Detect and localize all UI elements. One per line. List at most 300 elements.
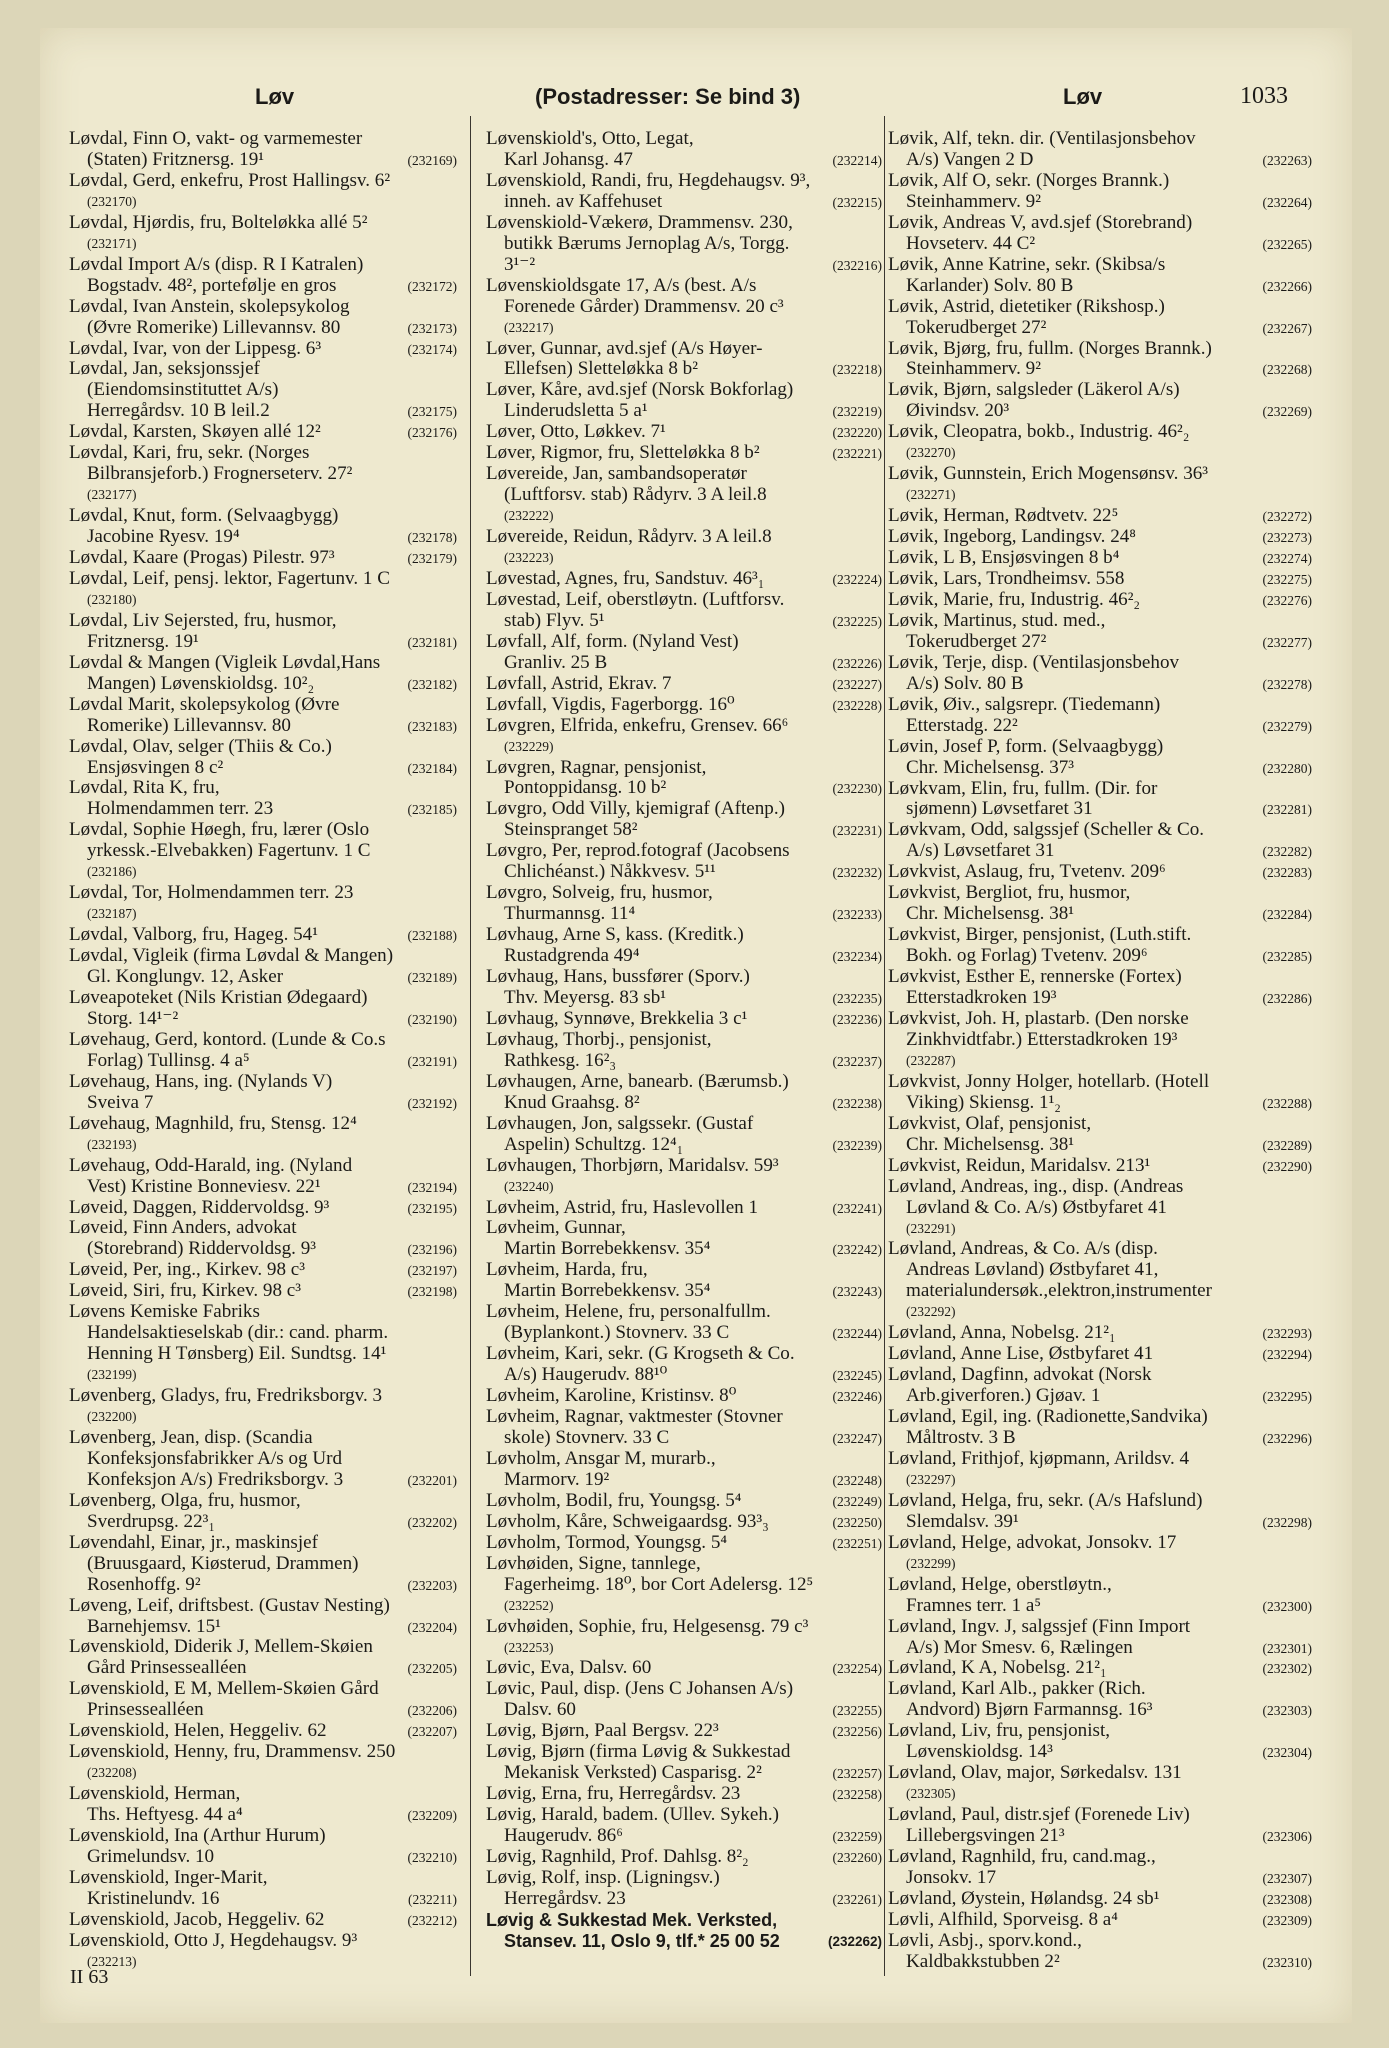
entry-text: Arb.giverforen.) Gjøav. 1 <box>906 1386 1101 1407</box>
entry-number: (232290) <box>1262 1158 1312 1174</box>
entry-text: Forenede Gårder) Drammensv. 20 c³ <box>504 296 784 317</box>
entry-text: Konfeksjon A/s) Fredriksborgv. 3 <box>87 1469 344 1490</box>
entry-text: Løvhaugen, Jon, salgssekr. (Gustaf <box>486 1113 754 1134</box>
entry-number: (232288) <box>1262 1095 1312 1111</box>
entry-text: Løvdal, Vigleik (firma Løvdal & Mangen) <box>69 946 394 967</box>
directory-entry <box>888 779 1312 821</box>
directory-entry <box>69 988 457 1030</box>
entry-text: Andvord) Bjørn Farmannsg. 16³ <box>906 1700 1153 1721</box>
directory-entry <box>69 569 457 611</box>
entry-number: (232266) <box>1262 278 1312 294</box>
directory-entry <box>69 1679 457 1721</box>
entry-text: Løvenberg, Gladys, fru, Fredriksborgv. 3 <box>69 1386 383 1407</box>
directory-entry <box>486 967 882 1009</box>
entry-number: (232281) <box>1262 802 1312 818</box>
entry-text: Løvland, Frithjof, kjøpmann, Arildsv. 4 <box>888 1448 1190 1469</box>
entry-text: Løvdal, Ivar, von der Lippesg. 6³ <box>69 338 322 359</box>
entry-text: Thv. Meyersg. 83 sb¹ <box>504 988 666 1009</box>
directory-entry <box>888 1072 1312 1114</box>
entry-text: Løvik, Bjørg, fru, fullm. (Norges Brannk.) <box>888 338 1212 359</box>
directory-entry <box>486 1218 882 1260</box>
entry-text: Løvheim, Harda, fru, <box>486 1260 648 1281</box>
entry-text: Løvhaug, Synnøve, Brekkelia 3 c¹ <box>486 1008 748 1029</box>
column-3 <box>888 129 1312 1973</box>
entry-text: Aspelin) Schultzg. 12⁴₁ <box>504 1134 684 1155</box>
entry-number: (232178) <box>407 530 457 546</box>
entry-text: Chr. Michelsensg. 37³ <box>906 757 1075 778</box>
directory-entry <box>486 213 882 276</box>
directory-entry <box>486 1114 882 1156</box>
entry-text: Løvenskioldsgate 17, A/s (best. A/s <box>486 275 757 296</box>
directory-entry <box>486 464 882 527</box>
directory-entry <box>888 1407 1312 1449</box>
entry-number: (232228) <box>832 697 882 713</box>
directory-entry <box>888 1910 1312 1931</box>
entry-number: (232205) <box>407 1661 457 1677</box>
entry-text: Løvdal, Liv Sejersted, fru, husmor, <box>69 610 337 631</box>
entry-number: (232295) <box>1262 1389 1312 1405</box>
entry-text: Løver, Kåre, avd.sjef (Norsk Bokforlag) <box>486 380 794 401</box>
directory-entry <box>69 1596 457 1638</box>
directory-entry <box>486 1742 882 1784</box>
entry-text: Rustadgrenda 49⁴ <box>504 946 640 967</box>
entry-number: (232183) <box>407 718 457 734</box>
entry-text: Løvfall, Vigdis, Fagerborgg. 16⁰ <box>486 694 735 715</box>
entry-number: (232285) <box>1262 949 1312 965</box>
entry-text: Løvkvist, Esther E, rennerske (Fortex) <box>888 967 1182 988</box>
header-center-note: (Postadresser: Se bind 3) <box>535 84 801 109</box>
entry-number: (232277) <box>1262 634 1312 650</box>
entry-text: Løveid, Daggen, Riddervoldsg. 9³ <box>69 1197 330 1218</box>
entry-number: (232212) <box>407 1912 457 1928</box>
directory-entry <box>69 255 457 297</box>
entry-text: Løvdal, Sophie Høegh, fru, lærer (Oslo <box>69 820 370 841</box>
entry-text: Løvland & Co. A/s) Østbyfaret 41 <box>906 1197 1167 1218</box>
entry-text: Løvdal, Karsten, Skøyen allé 12² <box>69 422 321 443</box>
entry-number: (232169) <box>407 152 457 168</box>
directory-entry <box>69 883 457 925</box>
directory-entry <box>888 1931 1312 1973</box>
column-rule <box>470 116 471 1976</box>
entry-text: Haugerudv. 86⁶ <box>504 1826 623 1847</box>
entry-number: (232267) <box>1262 320 1312 336</box>
entry-number: (232232) <box>832 865 882 881</box>
entry-text: Løvhaug, Arne S, kass. (Kreditk.) <box>486 925 744 946</box>
directory-entry <box>486 1260 882 1302</box>
directory-entry <box>486 380 882 422</box>
entry-number: (232231) <box>832 823 882 839</box>
entry-text: Løvig & Sukkestad Mek. Verksted, <box>486 1909 778 1930</box>
entry-number: (232173) <box>407 320 457 336</box>
entry-text: Etterstadkroken 19³ <box>906 988 1057 1009</box>
entry-number: (232268) <box>1262 362 1312 378</box>
entry-text: (Staten) Fritznersg. 19¹ <box>87 149 264 170</box>
entry-text: Barnehjemsv. 15¹ <box>87 1616 221 1637</box>
directory-entry <box>486 1156 882 1198</box>
entry-number: (232221) <box>832 446 882 462</box>
entry-text: Løvland, Egil, ing. (Radionette,Sandvika) <box>888 1407 1208 1428</box>
header-left-keyword: Løv <box>255 84 295 109</box>
entry-text: Handelsaktieselskab (dir.: cand. pharm. <box>87 1323 389 1344</box>
entry-text: Andreas Løvland) Østbyfaret 41, <box>906 1260 1159 1281</box>
entry-number: (232187) <box>87 906 137 922</box>
entry-number: (232263) <box>1262 152 1312 168</box>
entry-text: Løvdal, Gerd, enkefru, Prost Hallingsv. 6² <box>69 170 391 191</box>
directory-entry <box>486 339 882 381</box>
directory-entry <box>888 883 1312 925</box>
directory-entry <box>888 737 1312 779</box>
entry-text: Kristinelundv. 16 <box>87 1888 220 1909</box>
entry-number: (232241) <box>832 1200 882 1216</box>
entry-text: Løvhaug, Hans, bussfører (Sporv.) <box>486 967 750 988</box>
directory-entry <box>69 1533 457 1596</box>
entry-text: Løvenskioldsg. 14³ <box>906 1742 1053 1763</box>
entry-text: Ellefsen) Sletteløkka 8 b² <box>504 359 698 380</box>
entry-number: (232190) <box>407 1011 457 1027</box>
entry-text: Løveid, Finn Anders, advokat <box>69 1218 297 1239</box>
directory-entry <box>69 820 457 883</box>
directory-entry <box>486 1658 882 1679</box>
entry-number: (232193) <box>87 1136 137 1152</box>
directory-entry <box>888 569 1312 590</box>
entry-number: (232248) <box>832 1472 882 1488</box>
entry-number: (232309) <box>1262 1912 1312 1928</box>
page-header <box>40 84 1352 114</box>
directory-entry <box>486 1847 882 1868</box>
directory-entry <box>888 1721 1312 1763</box>
entry-text: Løvik, Alf, tekn. dir. (Ventilasjonsbehov <box>888 129 1196 149</box>
entry-number: (232195) <box>407 1200 457 1216</box>
entry-number: (232255) <box>832 1703 882 1719</box>
directory-entry <box>486 841 882 883</box>
directory-entry <box>69 339 457 360</box>
entry-number: (232210) <box>407 1850 457 1865</box>
directory-entry <box>69 1114 457 1156</box>
directory-entry <box>69 695 457 737</box>
entry-number: (232250) <box>832 1514 882 1530</box>
column-1 <box>69 129 457 1973</box>
entry-text: Løvhøiden, Sophie, fru, Helgesensg. 79 c³ <box>486 1616 809 1637</box>
entry-text: A/s) Haugerudv. 88¹⁰ <box>504 1365 668 1386</box>
entry-text: Løvheim, Kari, sekr. (G Krogseth & Co. <box>486 1344 795 1365</box>
entry-number: (232214) <box>832 152 882 168</box>
entry-text: Løvenskiold, Ina (Arthur Hurum) <box>69 1826 326 1847</box>
entry-text: Løvdal, Hjørdis, fru, Bolteløkka allé 5² <box>69 212 368 233</box>
entry-number: (232189) <box>407 970 457 986</box>
directory-entry <box>888 925 1312 967</box>
directory-entry <box>888 1575 1312 1617</box>
entry-text: Steinspranget 58² <box>504 820 638 841</box>
directory-entry <box>888 820 1312 862</box>
directory-entry <box>888 1847 1312 1889</box>
entry-text: Løvestad, Leif, oberstløytn. (Luftforsv. <box>486 589 785 610</box>
entry-text: Løvheim, Gunnar, <box>486 1218 626 1239</box>
entry-text: Fagerheimg. 18⁰, bor Cort Adelersg. 12⁵ <box>504 1574 814 1595</box>
entry-text: Løvland, Karl Alb., pakker (Rich. <box>888 1679 1146 1700</box>
directory-entry <box>888 422 1312 464</box>
entry-text: Løvgren, Ragnar, pensjonist, <box>486 757 707 778</box>
entry-number: (232229) <box>504 738 554 754</box>
directory-entry <box>69 737 457 779</box>
directory-entry <box>888 695 1312 737</box>
column-2 <box>486 129 882 1952</box>
entry-text: Løvdal, Ivan Anstein, skolepsykolog <box>69 296 350 317</box>
entry-text: A/s) Mor Smesv. 6, Rælingen <box>906 1637 1133 1658</box>
entry-text: Jacobine Ryesv. 19⁴ <box>87 527 240 548</box>
entry-text: Tokerudberget 27² <box>906 317 1047 338</box>
entry-number: (232265) <box>1262 236 1312 252</box>
directory-entry <box>486 1302 882 1344</box>
directory-entry <box>69 611 457 653</box>
entry-number: (232273) <box>1262 530 1312 546</box>
directory-entry <box>888 1114 1312 1156</box>
directory-entry <box>69 1826 457 1868</box>
entry-text: Løvig, Ragnhild, Prof. Dahlsg. 8²₂ <box>486 1847 749 1868</box>
directory-entry <box>69 1742 457 1784</box>
entry-text: Fritznersg. 19¹ <box>87 631 199 652</box>
directory-entry <box>888 506 1312 527</box>
entry-text: Løvdal, Valborg, fru, Hageg. 54¹ <box>69 925 318 946</box>
directory-entry <box>486 1512 882 1533</box>
entry-number: (232287) <box>906 1052 956 1068</box>
entry-number: (232246) <box>832 1389 882 1405</box>
entry-text: Martin Borrebekkensv. 35⁴ <box>504 1239 711 1260</box>
entry-text: Mangen) Løvenskioldsg. 10²₂ <box>87 673 315 694</box>
entry-text: A/s) Løvsetfaret 31 <box>906 841 1055 862</box>
directory-entry <box>69 297 457 339</box>
entry-number: (232188) <box>407 928 457 944</box>
entry-text: Løvfall, Alf, form. (Nyland Vest) <box>486 631 739 652</box>
entry-number: (232305) <box>906 1786 956 1802</box>
directory-entry <box>69 1156 457 1198</box>
entry-text: Løvehaug, Gerd, kontord. (Lunde & Co.s <box>69 1029 386 1050</box>
entry-text: Løvdal, Jan, seksjonssjef <box>69 359 260 380</box>
entry-text: Martin Borrebekkensv. 35⁴ <box>504 1281 711 1302</box>
entry-text: Løvik, Cleopatra, bokb., Industrig. 46²₂ <box>888 422 1190 443</box>
directory-entry <box>888 1365 1312 1407</box>
entry-text: Chr. Michelsensg. 38¹ <box>906 904 1075 925</box>
page-number: 1033 <box>1240 83 1288 109</box>
entry-text: Forlag) Tullinsg. 4 a⁵ <box>87 1050 250 1071</box>
entry-text: Framnes terr. 1 a⁵ <box>906 1595 1041 1616</box>
entry-number: (232230) <box>832 781 882 797</box>
directory-entry <box>888 1491 1312 1533</box>
directory-entry <box>888 1239 1312 1323</box>
entry-text: Løvdal, Knut, form. (Selvaagbygg) <box>69 506 339 527</box>
entry-number: (232294) <box>1262 1347 1312 1363</box>
entry-number: (232272) <box>1262 509 1312 525</box>
directory-entry <box>888 1533 1312 1575</box>
entry-text: Løvholm, Bodil, fru, Youngsg. 5⁴ <box>486 1490 742 1511</box>
directory-entry <box>486 1491 882 1512</box>
entry-number: (232296) <box>1262 1431 1312 1447</box>
entry-text: (Bruusgaard, Kiøsterud, Drammen) <box>87 1553 359 1574</box>
entry-text: Løvholm, Kåre, Schweigaardsg. 93³₃ <box>486 1511 769 1532</box>
entry-text: Storg. 14¹⁻² <box>87 1008 179 1029</box>
directory-entry <box>888 548 1312 569</box>
entry-text: Løvkvist, Joh. H, plastarb. (Den norske <box>888 1009 1189 1029</box>
directory-entry <box>69 1030 457 1072</box>
entry-text: Løvkvam, Elin, fru, fullm. (Dir. for <box>888 778 1158 799</box>
entry-text: Viking) Skiensg. 1¹₂ <box>906 1092 1061 1113</box>
entry-text: Løvland, Helge, advokat, Jonsokv. 17 <box>888 1532 1177 1553</box>
entry-text: Løvheim, Helene, fru, personalfullm. <box>486 1302 771 1323</box>
directory-entry <box>486 129 882 171</box>
entry-number: (232244) <box>832 1326 882 1342</box>
entry-text: Løvland, Liv, fru, pensjonist, <box>888 1721 1111 1742</box>
directory-entry <box>888 967 1312 1009</box>
directory-entry <box>888 1177 1312 1240</box>
entry-number: (232261) <box>832 1891 882 1907</box>
entry-number: (232303) <box>1262 1703 1312 1719</box>
entry-text: Løvkvist, Aslaug, fru, Tvetenv. 209⁶ <box>888 862 1166 883</box>
entry-text: Mekanisk Verksted) Casparisg. 2² <box>504 1763 762 1784</box>
directory-entry <box>486 1679 882 1721</box>
directory-entry <box>69 1198 457 1219</box>
entry-number: (232198) <box>407 1284 457 1300</box>
directory-entry <box>486 716 882 758</box>
entry-number: (232308) <box>1262 1891 1312 1907</box>
entry-text: Linderudsletta 5 a¹ <box>504 401 648 422</box>
entry-number: (232172) <box>407 278 457 294</box>
directory-entry <box>888 1617 1312 1659</box>
entry-text: Løvdal, Tor, Holmendammen terr. 23 <box>69 883 354 904</box>
entry-text: Løvenskiold, Diderik J, Mellem-Skøien <box>69 1637 373 1658</box>
entry-number: (232233) <box>832 907 882 923</box>
entry-number: (232257) <box>832 1766 882 1782</box>
entry-number: (232206) <box>407 1703 457 1719</box>
entry-number: (232245) <box>832 1368 882 1384</box>
entry-text: Granliv. 25 B <box>504 652 608 673</box>
directory-entry <box>486 1449 882 1491</box>
entry-text: Løvland, Dagfinn, advokat (Norsk <box>888 1365 1152 1386</box>
entry-text: A/s) Vangen 2 D <box>906 149 1034 170</box>
entry-text: Løvheim, Ragnar, vaktmester (Stovner <box>486 1407 783 1428</box>
entry-text: Løvdal Marit, skolepsykolog (Øvre <box>69 694 340 715</box>
entry-text: Slemdalsv. 39¹ <box>906 1511 1019 1532</box>
entry-number: (232252) <box>504 1597 554 1613</box>
entry-text: Knud Graahsg. 8² <box>504 1092 640 1113</box>
entry-number: (232238) <box>832 1095 882 1111</box>
entry-text: Måltrostv. 3 B <box>906 1428 1016 1449</box>
directory-entry <box>69 171 457 213</box>
entry-number: (232262) <box>827 1933 882 1949</box>
directory-entry <box>486 1910 882 1952</box>
entry-text: Løvhaugen, Arne, banearb. (Bærumsb.) <box>486 1071 789 1092</box>
entry-number: (232234) <box>832 949 882 965</box>
directory-entry <box>888 1009 1312 1072</box>
entry-text: Løvdal & Mangen (Vigleik Løvdal,Hans <box>69 652 381 673</box>
entry-number: (232194) <box>407 1179 457 1195</box>
entry-number: (232227) <box>832 676 882 692</box>
entry-text: Løvgro, Per, reprod.fotograf (Jacobsens <box>486 841 790 862</box>
entry-text: butikk Bærums Jernoplag A/s, Torgg. <box>504 233 790 254</box>
entry-text: Løvli, Asbj., sporv.kond., <box>888 1930 1082 1951</box>
directory-entry <box>486 1868 882 1910</box>
entry-number: (232302) <box>1262 1661 1312 1677</box>
entry-text: Løvkvam, Odd, salgssjef (Scheller & Co. <box>888 820 1205 841</box>
entry-number: (232177) <box>87 487 137 503</box>
entry-number: (232304) <box>1262 1745 1312 1761</box>
entry-text: Løvik, Ingeborg, Landingsv. 24⁸ <box>888 527 1136 548</box>
entry-number: (232254) <box>832 1661 882 1677</box>
entry-text: Løvli, Alfhild, Sporveisg. 8 a⁴ <box>888 1909 1118 1930</box>
entry-number: (232280) <box>1262 760 1312 776</box>
entry-text: Romerike) Lillevannsv. 80 <box>87 715 291 736</box>
directory-entry <box>888 255 1312 297</box>
entry-text: Løvig, Rolf, insp. (Ligningsv.) <box>486 1868 720 1888</box>
directory-entry <box>486 674 882 695</box>
entry-number: (232276) <box>1262 592 1312 608</box>
entry-text: Thurmannsg. 11⁴ <box>504 904 636 925</box>
entry-number: (232274) <box>1262 551 1312 567</box>
entry-text: Løver, Rigmor, fru, Sletteløkka 8 b² <box>486 443 760 464</box>
directory-entry <box>69 1868 457 1910</box>
entry-text: Bogstadv. 48², portefølje en gros <box>87 275 337 296</box>
entry-number: (232175) <box>407 404 457 420</box>
entry-number: (232179) <box>407 551 457 567</box>
directory-entry <box>486 799 882 841</box>
entry-text: Løvig, Erna, fru, Herregårdsv. 23 <box>486 1784 741 1805</box>
entry-text: Løvenskiold, Inger-Marit, <box>69 1867 268 1888</box>
entry-text: (Eiendomsinstituttet A/s) <box>87 380 279 401</box>
entry-text: Øivindsv. 20³ <box>906 401 1010 422</box>
entry-text: Løvgro, Odd Villy, kjemigraf (Aftenp.) <box>486 799 785 820</box>
entry-text: Løvik, Martinus, stud. med., <box>888 610 1106 631</box>
entry-text: Løvfall, Astrid, Ekrav. 7 <box>486 673 672 694</box>
entry-text: Herregårdsv. 23 <box>504 1888 626 1909</box>
entry-number: (232222) <box>504 508 554 524</box>
entry-text: Konfeksjonsfabrikker A/s og Urd <box>87 1448 343 1469</box>
entry-text: Løvland, Paul, distr.sjef (Forenede Liv) <box>888 1805 1190 1826</box>
entry-text: Løvholm, Ansgar M, murarb., <box>486 1448 716 1469</box>
entry-text: Løver, Otto, Løkkev. 7¹ <box>486 422 666 443</box>
directory-entry <box>69 1260 457 1281</box>
header-right-keyword: Løv <box>1063 84 1103 109</box>
directory-entry <box>888 653 1312 695</box>
directory-entry <box>486 1805 882 1847</box>
directory-entry <box>486 1407 882 1449</box>
directory-entry <box>888 213 1312 255</box>
entry-number: (232253) <box>504 1639 554 1655</box>
entry-text: Løvik, Anne Katrine, sekr. (Skibsa/s <box>888 254 1166 275</box>
entry-number: (232185) <box>407 802 457 818</box>
entry-text: Løvholm, Tormod, Youngsg. 5⁴ <box>486 1532 728 1553</box>
directory-entry <box>486 443 882 464</box>
entry-text: Lillebergsvingen 21³ <box>906 1826 1065 1847</box>
entry-text: Jonsokv. 17 <box>906 1867 996 1888</box>
directory-entry <box>486 527 882 569</box>
directory-entry <box>486 171 882 213</box>
directory-entry <box>486 1784 882 1805</box>
entry-text: Chlichéanst.) Nåkkvesv. 5¹¹ <box>504 862 716 883</box>
directory-entry <box>69 1721 457 1742</box>
entry-text: Holmendammen terr. 23 <box>87 799 274 820</box>
entry-number: (232242) <box>832 1242 882 1258</box>
entry-text: Løvenskiold, E M, Mellem-Skøien Gård <box>69 1679 379 1700</box>
entry-text: (Byplankont.) Stovnerv. 33 C <box>504 1323 730 1344</box>
entry-text: Løvenskiold, Helen, Heggeliv. 62 <box>69 1721 327 1742</box>
entry-number: (232201) <box>407 1472 457 1488</box>
entry-number: (232170) <box>87 193 137 209</box>
directory-entry <box>486 276 882 339</box>
entry-number: (232240) <box>504 1178 554 1194</box>
entry-text: Rosenhoffg. 9² <box>87 1574 201 1595</box>
entry-text: Prinsessealléen <box>87 1700 204 1721</box>
entry-text: Løvic, Eva, Dalsv. 60 <box>486 1658 652 1679</box>
entry-number: (232264) <box>1262 194 1312 210</box>
entry-number: (232200) <box>87 1409 137 1425</box>
